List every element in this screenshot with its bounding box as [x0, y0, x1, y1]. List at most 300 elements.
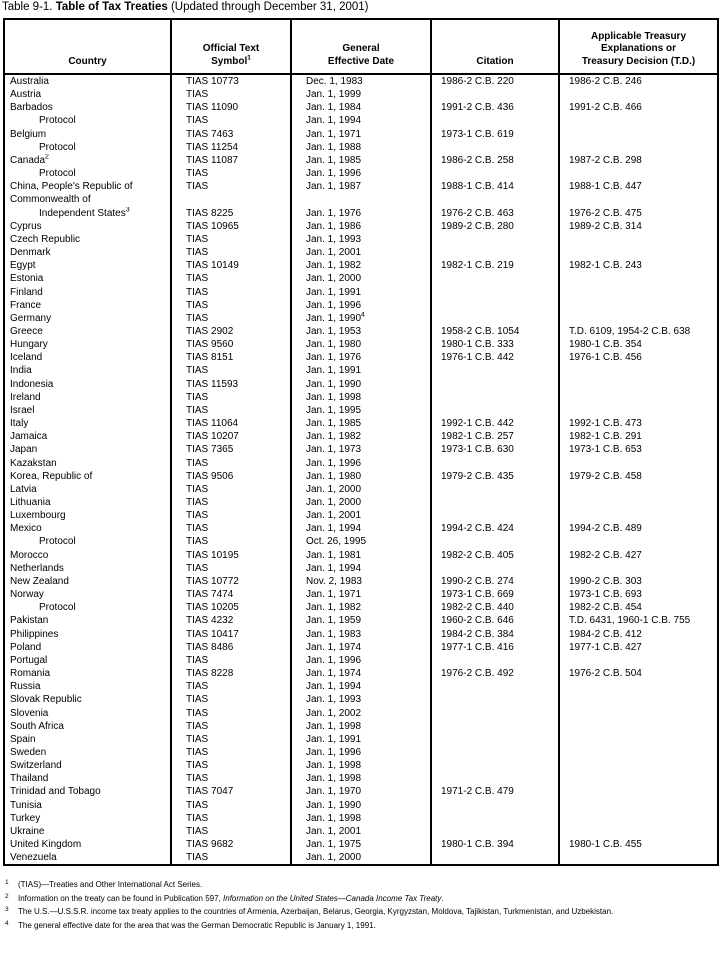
cell-country: Indonesia [5, 378, 172, 391]
cell-country: Netherlands [5, 562, 172, 575]
cell-effective-date: Jan. 1, 1981 [292, 549, 432, 562]
cell-symbol: TIAS [172, 535, 292, 548]
cell-citation: 1973-1 C.B. 619 [432, 128, 560, 141]
cell-country: Iceland [5, 351, 172, 364]
cell-symbol: TIAS 10195 [172, 549, 292, 562]
cell-country: France [5, 299, 172, 312]
footnote-text: The general effective date for the area that was the German Democratic Republic is January 1, 1991. [18, 920, 376, 930]
cell-country: Jamaica [5, 430, 172, 443]
cell-symbol: TIAS 10772 [172, 575, 292, 588]
cell-country: Israel [5, 404, 172, 417]
footnote-text: . [441, 893, 444, 903]
cell-treasury [560, 272, 717, 285]
cell-citation [432, 707, 560, 720]
cell-effective-date: Jan. 1, 1984 [292, 101, 432, 114]
cell-effective-date: Jan. 1, 1996 [292, 746, 432, 759]
cell-treasury: 1987-2 C.B. 298 [569, 154, 642, 166]
cell-treasury [560, 114, 717, 127]
cell-citation [432, 141, 560, 154]
cell-citation [432, 535, 560, 548]
cell-symbol: TIAS [172, 693, 292, 706]
cell-symbol: TIAS [172, 720, 292, 733]
cell-symbol: TIAS [172, 457, 292, 470]
cell-citation [432, 759, 560, 772]
cell-treasury [560, 654, 717, 667]
cell-treasury: T.D. 6109, 1954-2 C.B. 638 [569, 325, 691, 337]
cell-treasury [560, 88, 717, 101]
cell-symbol: TIAS [172, 522, 292, 535]
cell-citation: 1980-1 C.B. 333 [432, 338, 560, 351]
cell-country: Ireland [5, 391, 172, 404]
cell-symbol: TIAS [172, 680, 292, 693]
cell-country: Protocol [5, 141, 172, 154]
cell-effective-date: Jan. 1, 1976 [292, 207, 432, 220]
footnote-ref: 4 [361, 311, 365, 319]
cell-citation: 1984-2 C.B. 384 [432, 628, 560, 641]
cell-treasury [560, 483, 717, 496]
cell-citation [432, 246, 560, 259]
cell-citation [432, 825, 560, 838]
cell-country: Estonia [5, 272, 172, 285]
cell-country: Romania [5, 667, 172, 680]
cell-symbol: TIAS 10149 [172, 259, 292, 272]
cell-symbol: TIAS [172, 509, 292, 522]
cell-effective-date: Jan. 1, 1971 [292, 588, 432, 601]
cell-symbol: TIAS [172, 180, 292, 193]
cell-symbol: TIAS [172, 391, 292, 404]
cell-treasury [560, 562, 717, 575]
header-treasury-line1: Applicable Treasury [590, 30, 687, 42]
cell-country: Finland [5, 286, 172, 299]
cell-country: Belgium [5, 128, 172, 141]
cell-citation [432, 378, 560, 391]
cell-treasury: 1982-2 C.B. 427 [569, 549, 642, 561]
cell-citation [432, 509, 560, 522]
cell-citation: 1982-2 C.B. 440 [432, 601, 560, 614]
cell-treasury [560, 457, 717, 470]
cell-country: Independent States$^3$ [5, 207, 172, 220]
table-header-row [5, 20, 717, 75]
cell-citation: 1986-2 C.B. 220 [432, 75, 560, 88]
cell-treasury [560, 246, 717, 259]
footnotes [4, 879, 718, 933]
cell-country: New Zealand [5, 575, 172, 588]
cell-country: Australia [5, 75, 172, 88]
cell-effective-date: Jan. 1, 1998 [292, 720, 432, 733]
cell-citation: 1971-2 C.B. 479 [432, 785, 560, 798]
cell-citation [432, 114, 560, 127]
cell-country: United Kingdom [5, 838, 172, 851]
cell-symbol: TIAS 11254 [172, 141, 292, 154]
cell-symbol: TIAS [172, 364, 292, 377]
cell-citation: 1958-2 C.B. 1054 [432, 325, 560, 338]
cell-symbol: TIAS 2902 [172, 325, 292, 338]
header-date-line2: Effective Date [327, 55, 395, 67]
cell-country: Kazakstan [5, 457, 172, 470]
cell-symbol: TIAS 7463 [172, 128, 292, 141]
cell-effective-date: Jan. 1, 1990 [292, 378, 432, 391]
cell-treasury [560, 733, 717, 746]
cell-treasury [560, 851, 717, 864]
cell-symbol: TIAS [172, 312, 292, 325]
cell-effective-date: Jan. 1, 2001 [292, 825, 432, 838]
cell-country: Venezuela [5, 851, 172, 864]
cell-citation [432, 312, 560, 325]
cell-treasury: 1979-2 C.B. 458 [569, 470, 642, 482]
cell-effective-date: Jan. 1, 1999 [292, 88, 432, 101]
cell-country: Pakistan [5, 614, 172, 627]
cell-citation: 1994-2 C.B. 424 [432, 522, 560, 535]
cell-country: Protocol [5, 114, 172, 127]
cell-citation [432, 772, 560, 785]
cell-symbol: TIAS 8228 [172, 667, 292, 680]
cell-symbol: TIAS 4232 [172, 614, 292, 627]
cell-treasury [560, 799, 717, 812]
cell-citation: 1992-1 C.B. 442 [432, 417, 560, 430]
cell-effective-date: Jan. 1, 1980 [292, 470, 432, 483]
cell-citation: 1986-2 C.B. 258 [432, 154, 560, 167]
footnote-marker: 1 [5, 879, 9, 886]
cell-treasury [560, 772, 717, 785]
cell-effective-date: Jan. 1, 1996 [292, 654, 432, 667]
cell-effective-date: Jan. 1, 1991 [292, 364, 432, 377]
cell-treasury [560, 496, 717, 509]
cell-symbol: TIAS 11064 [172, 417, 292, 430]
cell-symbol: TIAS 9506 [172, 470, 292, 483]
header-citation [432, 20, 560, 73]
cell-citation [432, 286, 560, 299]
header-country [5, 20, 172, 73]
header-treasury-line3: Treasury Decision (T.D.) [581, 55, 696, 67]
cell-effective-date: Jan. 1, 1996 [292, 167, 432, 180]
footnote-marker: 3 [5, 906, 9, 914]
cell-country: Lithuania [5, 496, 172, 509]
cell-symbol: TIAS [172, 88, 292, 101]
cell-country: Mexico [5, 522, 172, 535]
cell-treasury [560, 812, 717, 825]
footnote-text: (TIAS)—Treaties and Other International Act Series. [18, 880, 203, 889]
cell-citation [432, 799, 560, 812]
cell-effective-date: Jan. 1, 1998 [292, 772, 432, 785]
cell-treasury [560, 193, 717, 206]
cell-treasury: T.D. 6431, 1960-1 C.B. 755 [569, 615, 691, 627]
cell-treasury [560, 680, 717, 693]
cell-citation: 1982-2 C.B. 405 [432, 549, 560, 562]
cell-country: Egypt [5, 259, 172, 272]
cell-symbol: TIAS [172, 483, 292, 496]
cell-citation [432, 693, 560, 706]
cell-symbol: TIAS 11087 [172, 154, 292, 167]
title-prefix: Table 9-1. [2, 1, 56, 13]
cell-effective-date: Jan. 1, 1988 [292, 141, 432, 154]
header-symbol-footnote-ref: 1 [247, 54, 251, 62]
cell-treasury: 1973-1 C.B. 693 [569, 589, 642, 601]
cell-country: Sweden [5, 746, 172, 759]
cell-effective-date: Jan. 1, 1993 [292, 233, 432, 246]
cell-effective-date: Jan. 1, 1998 [292, 812, 432, 825]
cell-country: Spain [5, 733, 172, 746]
cell-citation: 1976-2 C.B. 463 [432, 207, 560, 220]
cell-symbol: TIAS [172, 404, 292, 417]
cell-treasury: 1982-1 C.B. 291 [569, 431, 642, 443]
header-official-text-symbol [172, 20, 292, 73]
footnote-text: Information on the treaty can be found in Publication 597, [18, 893, 224, 903]
header-treasury [560, 20, 717, 73]
header-general-effective-date [292, 20, 432, 73]
cell-country: South Africa [5, 720, 172, 733]
cell-country: Slovenia [5, 707, 172, 720]
cell-symbol: TIAS 10965 [172, 220, 292, 233]
cell-treasury [560, 233, 717, 246]
cell-treasury [560, 509, 717, 522]
cell-treasury: 1986-2 C.B. 246 [569, 76, 642, 87]
cell-treasury: 1977-1 C.B. 427 [569, 641, 642, 653]
cell-citation: 1988-1 C.B. 414 [432, 180, 560, 193]
cell-symbol: TIAS 10773 [172, 75, 292, 88]
cell-citation [432, 457, 560, 470]
cell-symbol: TIAS [172, 799, 292, 812]
footnote-text: The U.S.—U.S.S.R. income tax treaty applies to the countries of Armenia, Azerbaijan, Belarus, Georgia, Kyrgyzstan, Moldova, Tajikistan, Turkmenistan, and Uzbekistan. [18, 907, 614, 917]
footnote-ref: 3 [125, 206, 130, 214]
cell-treasury [560, 299, 717, 312]
cell-symbol: TIAS 7474 [172, 588, 292, 601]
cell-symbol [172, 193, 292, 206]
cell-citation: 1982-1 C.B. 257 [432, 430, 560, 443]
cell-country: Tunisia [5, 799, 172, 812]
cell-citation [432, 364, 560, 377]
cell-effective-date: Jan. 1, 1987 [292, 180, 432, 193]
cell-symbol: TIAS [172, 286, 292, 299]
cell-symbol: TIAS 11593 [172, 378, 292, 391]
cell-symbol: TIAS 8486 [172, 641, 292, 654]
cell-citation [432, 193, 560, 206]
cell-treasury [560, 404, 717, 417]
cell-symbol: TIAS [172, 851, 292, 864]
cell-citation: 1960-2 C.B. 646 [432, 614, 560, 627]
cell-citation [432, 299, 560, 312]
cell-citation: 1982-1 C.B. 219 [432, 259, 560, 272]
cell-citation: 1979-2 C.B. 435 [432, 470, 560, 483]
cell-treasury: 1994-2 C.B. 489 [569, 523, 642, 535]
cell-citation [432, 167, 560, 180]
header-country-label: Country [68, 55, 107, 67]
cell-country: Protocol [5, 601, 172, 614]
footnote-2 [4, 893, 718, 906]
cell-symbol: TIAS [172, 272, 292, 285]
cell-symbol: TIAS [172, 167, 292, 180]
cell-symbol: TIAS 9682 [172, 838, 292, 851]
cell-symbol: TIAS [172, 496, 292, 509]
cell-country: Switzerland [5, 759, 172, 772]
cell-effective-date: Jan. 1, 1983 [292, 628, 432, 641]
cell-effective-date: Jan. 1, 2000 [292, 496, 432, 509]
cell-symbol: TIAS 10417 [172, 628, 292, 641]
cell-symbol: TIAS 10205 [172, 601, 292, 614]
cell-country: Norway [5, 588, 172, 601]
cell-effective-date: Jan. 1, 1998 [292, 391, 432, 404]
cell-effective-date: Jan. 1, 1990 [292, 799, 432, 812]
cell-effective-date: Jan. 1, 1973 [292, 443, 432, 456]
title-suffix: (Updated through December 31, 2001) [167, 1, 369, 13]
header-date-line1: General [342, 43, 380, 54]
table-body [5, 75, 717, 864]
cell-effective-date: Jan. 1, 1970 [292, 785, 432, 798]
cell-treasury [560, 746, 717, 759]
cell-treasury [560, 535, 717, 548]
cell-country: Czech Republic [5, 233, 172, 246]
cell-treasury [560, 286, 717, 299]
cell-citation: 1976-2 C.B. 492 [432, 667, 560, 680]
header-symbol-label: Symbol [211, 55, 248, 67]
cell-citation [432, 680, 560, 693]
cell-treasury: 1980-1 C.B. 455 [569, 839, 642, 851]
cell-effective-date: Jan. 1, 1994 [292, 680, 432, 693]
cell-symbol: TIAS 7365 [172, 443, 292, 456]
cell-treasury: 1976-2 C.B. 475 [569, 207, 642, 219]
cell-symbol: TIAS [172, 114, 292, 127]
cell-symbol: TIAS [172, 233, 292, 246]
cell-country: Barbados [5, 101, 172, 114]
cell-symbol: TIAS 7047 [172, 785, 292, 798]
cell-citation: 1977-1 C.B. 416 [432, 641, 560, 654]
cell-country: Protocol [5, 167, 172, 180]
cell-treasury: 1976-1 C.B. 456 [569, 352, 642, 364]
cell-country: Hungary [5, 338, 172, 351]
cell-effective-date: Jan. 1, 1975 [292, 838, 432, 851]
cell-effective-date: Jan. 1, 1994 [292, 562, 432, 575]
cell-citation [432, 272, 560, 285]
cell-effective-date: Jan. 1, 1994 [292, 114, 432, 127]
cell-treasury [560, 759, 717, 772]
cell-treasury [560, 364, 717, 377]
cell-citation: 1990-2 C.B. 274 [432, 575, 560, 588]
cell-country: Ukraine [5, 825, 172, 838]
cell-country: Trinidad and Tobago [5, 785, 172, 798]
cell-country: Russia [5, 680, 172, 693]
cell-country: Canada$^2$ [5, 154, 172, 167]
cell-treasury: 1989-2 C.B. 314 [569, 220, 642, 232]
cell-country: Commonwealth of [5, 193, 172, 206]
footnote-ref: 2 [45, 153, 49, 161]
cell-citation [432, 720, 560, 733]
tax-treaties-table [3, 18, 719, 866]
cell-symbol: TIAS 8151 [172, 351, 292, 364]
cell-effective-date [292, 193, 432, 206]
cell-country: Morocco [5, 549, 172, 562]
cell-symbol: TIAS [172, 812, 292, 825]
cell-symbol: TIAS [172, 707, 292, 720]
cell-country: Japan [5, 443, 172, 456]
cell-country: China, People's Republic of [5, 180, 172, 193]
cell-effective-date: Jan. 1, 1953 [292, 325, 432, 338]
cell-symbol: TIAS [172, 246, 292, 259]
table-title [2, 1, 369, 13]
cell-country: Germany [5, 312, 172, 325]
cell-effective-date: Jan. 1, 1998 [292, 759, 432, 772]
cell-treasury [560, 693, 717, 706]
cell-country: Protocol [5, 535, 172, 548]
cell-effective-date: Jan. 1, 2000 [292, 272, 432, 285]
cell-effective-date: Oct. 26, 1995 [292, 535, 432, 548]
cell-effective-date: Jan. 1, 1996 [292, 457, 432, 470]
cell-country: Latvia [5, 483, 172, 496]
cell-country: Korea, Republic of [5, 470, 172, 483]
cell-citation [432, 654, 560, 667]
cell-country: Turkey [5, 812, 172, 825]
cell-symbol: TIAS [172, 654, 292, 667]
cell-effective-date: Nov. 2, 1983 [292, 575, 432, 588]
cell-treasury [560, 312, 717, 325]
cell-symbol: TIAS 8225 [172, 207, 292, 220]
cell-effective-date: Jan. 1, 1985 [292, 417, 432, 430]
cell-symbol: TIAS [172, 299, 292, 312]
cell-citation [432, 562, 560, 575]
cell-treasury: 1991-2 C.B. 466 [569, 102, 642, 114]
cell-effective-date: Jan. 1, 1985 [292, 154, 432, 167]
cell-citation: 1989-2 C.B. 280 [432, 220, 560, 233]
cell-effective-date: Jan. 1, 1980 [292, 338, 432, 351]
cell-treasury [560, 707, 717, 720]
cell-effective-date: Jan. 1, 2001 [292, 246, 432, 259]
cell-country: Italy [5, 417, 172, 430]
cell-effective-date: Jan. 1, 2000 [292, 851, 432, 864]
cell-citation [432, 496, 560, 509]
cell-citation: 1973-1 C.B. 630 [432, 443, 560, 456]
cell-treasury: 1992-1 C.B. 473 [569, 418, 642, 430]
title-main: Table of Tax Treaties [55, 1, 168, 13]
cell-effective-date: Jan. 1, 1971 [292, 128, 432, 141]
cell-effective-date: Jan. 1, 2000 [292, 483, 432, 496]
cell-effective-date: Jan. 1, 1995 [292, 404, 432, 417]
cell-effective-date: Jan. 1, 1976 [292, 351, 432, 364]
cell-effective-date: Jan. 1, 1974 [292, 667, 432, 680]
cell-citation [432, 233, 560, 246]
cell-citation: 1976-1 C.B. 442 [432, 351, 560, 364]
cell-treasury [560, 785, 717, 798]
cell-treasury [560, 720, 717, 733]
cell-citation [432, 851, 560, 864]
header-treasury-line2: Explanations or [600, 43, 676, 54]
cell-effective-date: Dec. 1, 1983 [292, 75, 432, 88]
cell-country: Greece [5, 325, 172, 338]
cell-effective-date: Jan. 1, 1996 [292, 299, 432, 312]
cell-effective-date: Jan. 1, 1974 [292, 641, 432, 654]
cell-citation: 1973-1 C.B. 669 [432, 588, 560, 601]
cell-symbol: TIAS [172, 562, 292, 575]
cell-symbol: TIAS [172, 825, 292, 838]
cell-effective-date: Jan. 1, 2001 [292, 509, 432, 522]
cell-treasury [560, 167, 717, 180]
cell-effective-date: Jan. 1, 2002 [292, 707, 432, 720]
cell-country: Portugal [5, 654, 172, 667]
header-symbol-line2 [211, 56, 251, 69]
cell-citation [432, 812, 560, 825]
header-symbol-line1: Official Text [202, 43, 260, 54]
footnote-marker: 2 [5, 892, 9, 900]
cell-citation [432, 404, 560, 417]
cell-treasury: 1976-2 C.B. 504 [569, 668, 642, 680]
cell-effective-date: Jan. 1, 1991 [292, 286, 432, 299]
cell-country: Thailand [5, 772, 172, 785]
cell-country: India [5, 364, 172, 377]
cell-country: Austria [5, 88, 172, 101]
cell-symbol: TIAS 11090 [172, 101, 292, 114]
cell-symbol: TIAS [172, 746, 292, 759]
cell-effective-date: Jan. 1, 1982 [292, 430, 432, 443]
cell-citation [432, 483, 560, 496]
cell-country: Poland [5, 641, 172, 654]
cell-citation [432, 391, 560, 404]
